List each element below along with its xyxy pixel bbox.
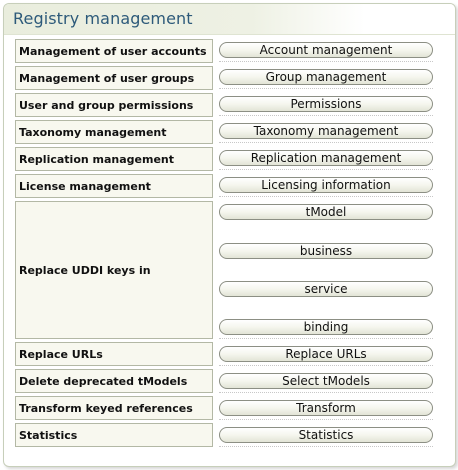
replace-uddi-service-button[interactable]: service [219, 281, 433, 297]
licensing-information-button[interactable]: Licensing information [219, 177, 433, 193]
row-label-cell [15, 396, 213, 420]
row-label: Management of user accounts [19, 44, 207, 58]
replace-uddi-tmodel-button[interactable]: tModel [219, 204, 433, 220]
row-divider [219, 169, 433, 170]
row-label: Statistics [19, 428, 78, 442]
row-label: Replication management [19, 152, 175, 166]
row-divider [219, 419, 433, 420]
row-divider [219, 142, 433, 143]
row-label-cell [15, 342, 213, 366]
row-divider [219, 365, 433, 366]
row-divider [219, 88, 433, 89]
row-label-cell [15, 369, 213, 393]
row-divider [219, 446, 433, 447]
row-label: Management of user groups [19, 71, 195, 85]
row-label-cell [15, 39, 213, 63]
row-label-cell [15, 147, 213, 171]
select-tmodels-button[interactable]: Select tModels [219, 373, 433, 389]
permissions-button[interactable]: Permissions [219, 96, 433, 112]
row-label-cell [15, 174, 213, 198]
row-label: Delete deprecated tModels [19, 374, 188, 388]
replace-uddi-binding-button[interactable]: binding [219, 319, 433, 335]
row-label: Transform keyed references [19, 401, 193, 415]
row-label: Taxonomy management [19, 125, 167, 139]
row-divider [219, 392, 433, 393]
group-management-button[interactable]: Group management [219, 69, 433, 85]
statistics-button[interactable]: Statistics [219, 427, 433, 443]
row-label: User and group permissions [19, 98, 194, 112]
row-label-cell [15, 93, 213, 117]
row-label-cell [15, 66, 213, 90]
panel-header [4, 4, 455, 35]
row-divider [219, 61, 433, 62]
replace-uddi-business-button[interactable]: business [219, 243, 433, 259]
taxonomy-management-button[interactable]: Taxonomy management [219, 123, 433, 139]
replication-management-button[interactable]: Replication management [219, 150, 433, 166]
replace-urls-button[interactable]: Replace URLs [219, 346, 433, 362]
row-divider [219, 115, 433, 116]
row-label: Replace URLs [19, 347, 103, 361]
row-label-cell [15, 120, 213, 144]
row-divider [219, 338, 433, 339]
row-label-cell [15, 423, 213, 447]
row-label: License management [19, 179, 151, 193]
row-divider [219, 196, 433, 197]
panel-title: Registry management [13, 9, 193, 28]
account-management-button[interactable]: Account management [219, 42, 433, 58]
uddi-label-cell [15, 201, 213, 339]
transform-button[interactable]: Transform [219, 400, 433, 416]
uddi-label: Replace UDDI keys in [19, 263, 151, 277]
